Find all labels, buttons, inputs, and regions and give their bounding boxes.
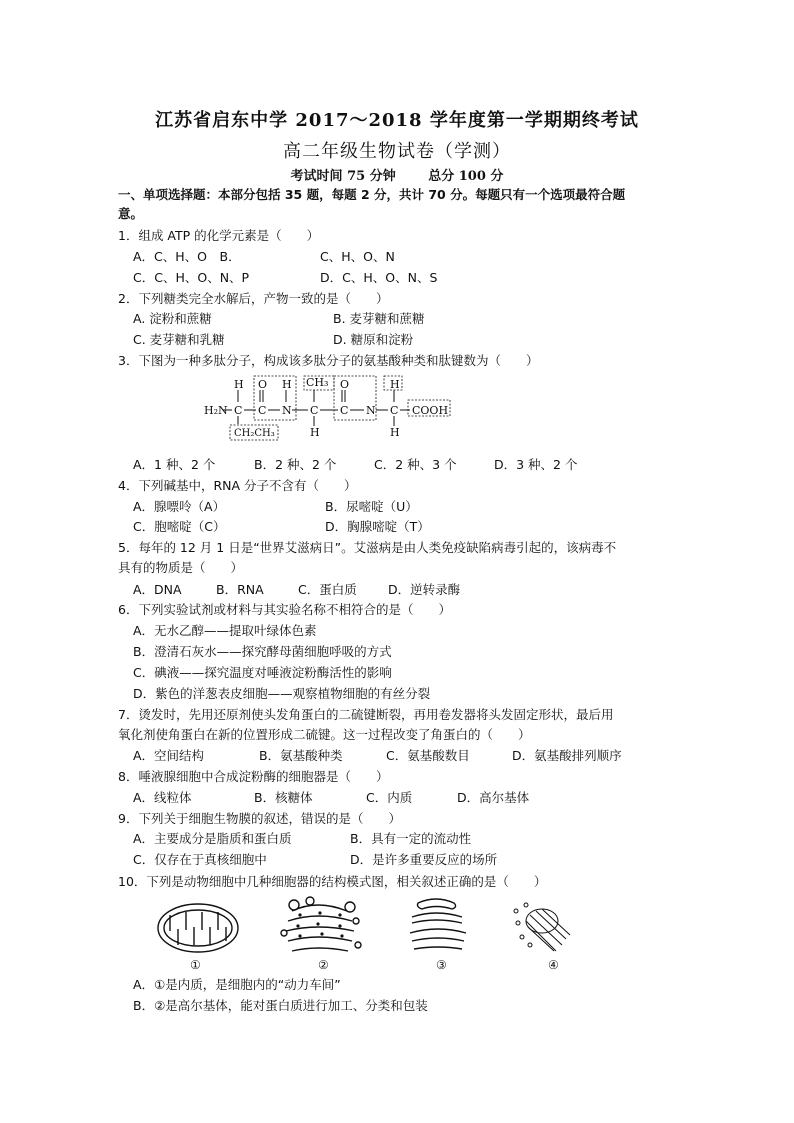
formula-h-top1: H <box>234 378 244 391</box>
q8-stem: 8．唾液腺细胞中合成淀粉酶的细胞器是（ ） <box>118 769 389 784</box>
q2-option-d: D. 糖原和淀粉 <box>333 332 414 347</box>
q1-option-a: A．C、H、O B． <box>133 249 241 264</box>
q6-option-c: C．碘液——探究温度对唾液淀粉酶活性的影响 <box>133 665 392 680</box>
q1-option-c: C．C、H、O、N、P <box>133 270 250 285</box>
formula-n2: N <box>366 404 376 417</box>
q7-option-c: C．氨基酸数目 <box>386 748 470 763</box>
q6-option-d: D．紫色的洋葱表皮细胞——观察植物细胞的有丝分裂 <box>133 686 431 701</box>
q5-option-c: C．蛋白质 <box>298 582 357 597</box>
formula-h2n: H₂N <box>204 404 228 417</box>
q8-option-b: B．核糖体 <box>254 790 313 805</box>
q8-option-c: C．内质 <box>366 790 413 805</box>
formula-c4: C <box>340 404 349 417</box>
formula-c1: C <box>234 404 243 417</box>
q3-option-a: A．1 种、2 个 <box>133 457 216 472</box>
exam-total: 总分 100 分 <box>428 169 504 184</box>
q5-option-d: D．逆转录酶 <box>388 582 461 597</box>
formula-n1: N <box>282 404 292 417</box>
q10-option-a: A．①是内质，是细胞内的“动力车间” <box>133 977 341 992</box>
q1-option-b: C、H、O、N <box>320 249 395 264</box>
q7-option-d: D．氨基酸排列顺序 <box>512 748 622 763</box>
q4-stem: 4．下列碱基中，RNA 分子不含有（ ） <box>118 478 357 493</box>
q9-option-d: D．是许多重要反应的场所 <box>350 852 498 867</box>
q10-stem: 10．下列是动物细胞中几种细胞器的结构模式图，相关叙述正确的是（ ） <box>118 874 547 889</box>
formula-h-bottom1: H <box>310 426 320 439</box>
q3-option-b: B．2 种、2 个 <box>254 457 337 472</box>
exam-title: 高二年级生物试卷（学测） <box>283 141 511 162</box>
q7-option-b: B．氨基酸种类 <box>259 748 343 763</box>
formula-h-top3: H <box>390 378 400 391</box>
q2-option-a: A. 淀粉和蔗糖 <box>133 311 212 326</box>
section-heading-line1: 一、单项选择题：本部分包括 35 题，每题 2 分，共计 70 分。每题只有一个选项最符合题 <box>118 187 626 202</box>
organelle-diagram <box>150 893 580 975</box>
q7-stem-line1: 7．烫发时，先用还原剂使头发角蛋白的二硫键断裂，再用卷发器将头发固定形状，最后用 <box>118 707 614 722</box>
q8-option-a: A．线粒体 <box>133 790 192 805</box>
q3-stem: 3．下图为一种多肽分子，构成该多肽分子的氨基酸种类和肽键数为（ ） <box>118 353 539 368</box>
formula-ch2ch3: CH₂CH₃ <box>234 428 275 439</box>
formula-cooh: COOH <box>412 404 449 417</box>
q4-option-b: B．尿嘧啶（U） <box>325 499 418 514</box>
formula-ch3: CH₃ <box>306 376 329 389</box>
exam-time: 考试时间 75 分钟 <box>290 169 396 184</box>
q9-option-c: C．仅存在于真核细胞中 <box>133 852 267 867</box>
organelle-label-3: ③ <box>436 958 447 972</box>
formula-h-bottom2: H <box>390 426 400 439</box>
q7-option-a: A．空间结构 <box>133 748 205 763</box>
endoplasmic-reticulum-icon <box>281 897 361 951</box>
q5-option-a: A．DNA <box>133 582 182 597</box>
formula-o2: O <box>340 378 350 391</box>
formula-o1: O <box>258 378 268 391</box>
formula-c2: C <box>258 404 267 417</box>
organelle-label-1: ① <box>190 958 201 972</box>
q3-option-d: D．3 种、2 个 <box>494 457 578 472</box>
q1-stem: 1．组成 ATP 的化学元素是（ ） <box>118 228 320 243</box>
q3-option-c: C．2 种、3 个 <box>374 457 457 472</box>
q5-option-b: B．RNA <box>216 582 264 597</box>
centriole-icon <box>514 903 570 951</box>
section-heading-line2: 意。 <box>118 206 144 221</box>
q2-option-c: C. 麦芽糖和乳糖 <box>133 332 225 347</box>
q6-option-a: A．无水乙醇——提取叶绿体色素 <box>133 623 317 638</box>
q2-option-b: B. 麦芽糖和蔗糖 <box>333 311 425 326</box>
q6-stem: 6．下列实验试剂或材料与其实验名称不相符合的是（ ） <box>118 602 451 617</box>
q7-stem-line2: 氧化剂使角蛋白在新的位置形成二硫键。这一过程改变了角蛋白的（ ） <box>118 727 531 742</box>
formula-h-top2: H <box>282 378 292 391</box>
q9-stem: 9．下列关于细胞生物膜的叙述，错误的是（ ） <box>118 811 401 826</box>
formula-c5: C <box>390 404 399 417</box>
q1-option-d: D．C、H、O、N、S <box>320 270 438 285</box>
exam-info <box>0 165 794 184</box>
q9-option-b: B．具有一定的流动性 <box>350 831 472 846</box>
polypeptide-diagram <box>196 374 456 444</box>
golgi-apparatus-icon <box>410 899 466 949</box>
school-title: 江苏省启东中学 2017～2018 学年度第一学期期终考试 <box>155 110 639 131</box>
q4-option-a: A．腺嘌呤（A） <box>133 499 226 514</box>
organelle-label-2: ② <box>318 958 329 972</box>
q9-option-a: A．主要成分是脂质和蛋白质 <box>133 831 292 846</box>
q5-stem-line2: 具有的物质是（ ） <box>118 560 244 575</box>
organelle-label-4: ④ <box>548 958 559 972</box>
formula-c3: C <box>310 404 319 417</box>
q4-option-d: D．胸腺嘧啶（T） <box>325 519 430 534</box>
q8-option-d: D．高尔基体 <box>457 790 530 805</box>
mitochondrion-icon <box>158 904 238 952</box>
q2-stem: 2．下列糖类完全水解后，产物一致的是（ ） <box>118 291 389 306</box>
q5-stem-line1: 5．每年的 12 月 1 日是“世界艾滋病日”。艾滋病是由人类免疫缺陷病毒引起的，该病毒不 <box>118 540 617 555</box>
q4-option-c: C．胞嘧啶（C） <box>133 519 226 534</box>
q6-option-b: B．澄清石灰水——探究酵母菌细胞呼吸的方式 <box>133 644 392 659</box>
q10-option-b: B．②是高尔基体，能对蛋白质进行加工、分类和包装 <box>133 998 428 1013</box>
